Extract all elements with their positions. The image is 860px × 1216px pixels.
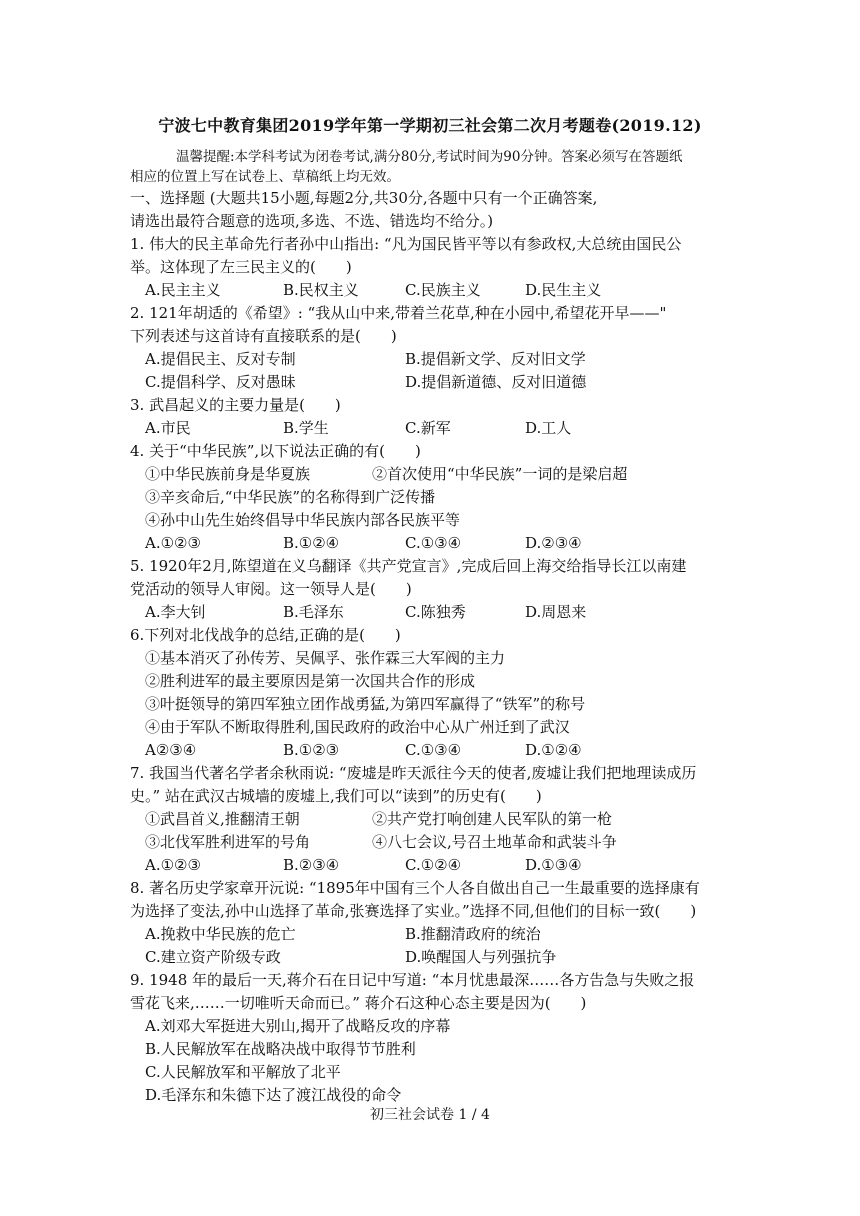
question-1-stem: 1. 伟大的民主革命先行者孙中山指出: “凡为国民皆平等以有参政权,大总统由国民公 — [130, 235, 682, 253]
question-7-option-b: B.②③④ — [283, 856, 340, 874]
question-4-stem: 4. 关于“中华民族”,以下说法正确的有( ) — [130, 442, 421, 460]
question-8-option-d: D.唤醒国人与列强抗争 — [405, 948, 557, 966]
question-4-item: ③辛亥命后,“中华民族”的名称得到广泛传播 — [145, 488, 436, 506]
question-9-option-c: C.人民解放军和平解放了北平 — [145, 1063, 341, 1081]
question-8-stem: 为选择了变法,孙中山选择了革命,张赛选择了实业。”选择不同,但他们的目标一致( ) — [130, 902, 697, 920]
question-6-option-d: D.①②④ — [525, 741, 582, 759]
question-8-option-c: C.建立资产阶级专政 — [145, 948, 281, 966]
question-4-item: ①中华民族前身是华夏族 — [145, 465, 311, 483]
question-3-stem: 3. 武昌起义的主要力量是( ) — [130, 396, 341, 414]
question-7-stem: 7. 我国当代著名学者余秋雨说: “废墟是昨天派往今天的使者,废墟让我们把地理读成历 — [130, 764, 697, 782]
question-6-stem: 6.下列对北伐战争的总结,正确的是( ) — [130, 626, 401, 644]
question-6-item: ①基本消灭了孙传芳、吴佩孚、张作霖三大军阀的主力 — [145, 649, 506, 667]
question-2-option-d: D.提倡新道德、反对旧道德 — [405, 373, 587, 391]
question-7-option-a: A.①②③ — [145, 856, 201, 874]
question-7-stem: 史。” 站在武汉古城墙的废墟上,我们可以“读到”的历史有( ) — [130, 787, 542, 805]
question-2-stem: 下列表述与这首诗有直接联系的是( ) — [130, 327, 397, 345]
question-9-stem: 9. 1948 年的最后一天,蒋介石在日记中写道: “本月忧患最深……各方告急与失败之报 — [130, 971, 695, 989]
question-9-stem: 雪花飞来,……一切唯听天命而已。” 蒋介石这种心态主要是因为( ) — [130, 994, 587, 1012]
question-1-option-a: A.民主主义 — [145, 281, 221, 299]
question-2-option-b: B.提倡新文学、反对旧文学 — [405, 350, 586, 368]
question-3-option-d: D.工人 — [525, 419, 572, 437]
question-2-option-a: A.提倡民主、反对专制 — [145, 350, 296, 368]
question-9-option-a: A.刘邓大军挺进大别山,揭开了战略反攻的序幕 — [145, 1017, 451, 1035]
notice-line-1: 温馨提醒:本学科考试为闭卷考试,满分80分,考试时间为90分钟。答案必须写在答题纸 — [176, 149, 683, 165]
question-5-option-c: C.陈独秀 — [405, 603, 466, 621]
question-4-option-c: C.①③④ — [405, 534, 462, 552]
question-6-item: ③叶挺领导的第四军独立团作战勇猛,为第四军赢得了“铁军”的称号 — [145, 695, 586, 713]
question-8-stem: 8. 著名历史学家章开沅说: “1895年中国有三个人各自做出自己一生最重要的选择康有 — [130, 879, 700, 897]
question-7-item: ③北伐军胜利进军的号角 — [145, 833, 311, 851]
question-7-option-c: C.①②④ — [405, 856, 462, 874]
question-7-item: ①武昌首义,推翻清王朝 — [145, 810, 300, 828]
question-8-option-b: B.推翻清政府的统治 — [405, 925, 541, 943]
question-9-option-b: B.人民解放军在战略决战中取得节节胜利 — [145, 1040, 416, 1058]
question-2-stem: 2. 121年胡适的《希望》: “我从山中来,带着兰花草,种在小园中,希望花开早——" — [130, 304, 667, 322]
question-1-option-d: D.民生主义 — [525, 281, 602, 299]
question-8-option-a: A.挽救中华民族的危亡 — [145, 925, 296, 943]
section-instructions: 请选出最符合题意的选项,多选、不选、错选均不给分。) — [130, 212, 494, 230]
question-1-option-b: B.民权主义 — [283, 281, 359, 299]
question-9-option-d: D.毛泽东和朱德下达了渡江战役的命令 — [145, 1086, 402, 1104]
question-5-option-a: A.李大钊 — [145, 603, 206, 621]
question-6-option-c: C.①③④ — [405, 741, 462, 759]
notice-line-2: 相应的位置上写在试卷上、草稿纸上均无效。 — [130, 169, 400, 185]
page-footer: 初三社会试卷 1 / 4 — [370, 1107, 490, 1123]
question-7-item: ④八七会议,号召土地革命和武装斗争 — [372, 833, 617, 851]
question-6-item: ④由于军队不断取得胜利,国民政府的政治中心从广州迁到了武汉 — [145, 718, 570, 736]
question-6-option-b: B.①②③ — [283, 741, 340, 759]
question-1-option-c: C.民族主义 — [405, 281, 481, 299]
question-1-stem: 举。这体现了左三民主义的( ) — [130, 258, 352, 276]
question-3-option-a: A.市民 — [145, 419, 191, 437]
question-3-option-b: B.学生 — [283, 419, 329, 437]
question-4-option-a: A.①②③ — [145, 534, 201, 552]
question-7-item: ②共产党打响创建人民军队的第一枪 — [372, 810, 613, 828]
question-5-option-b: B.毛泽东 — [283, 603, 344, 621]
question-5-stem: 党活动的领导人审阅。这一领导人是( ) — [130, 580, 412, 598]
question-6-option-a: A②③④ — [145, 741, 197, 759]
question-4-option-d: D.②③④ — [525, 534, 582, 552]
question-4-option-b: B.①②④ — [283, 534, 340, 552]
section-heading: 一、选择题 (大题共15小题,每题2分,共30分,各题中只有一个正确答案, — [130, 189, 598, 207]
question-2-option-c: C.提倡科学、反对愚昧 — [145, 373, 296, 391]
question-6-item: ②胜利进军的最主要原因是第一次国共合作的形成 — [145, 672, 476, 690]
question-5-stem: 5. 1920年2月,陈望道在义乌翻译《共产党宣言》,完成后回上海交给指导长江以南建 — [130, 557, 687, 575]
question-3-option-c: C.新军 — [405, 419, 451, 437]
question-5-option-d: D.周恩来 — [525, 603, 587, 621]
question-7-option-d: D.①③④ — [525, 856, 582, 874]
question-4-item: ④孙中山先生始终倡导中华民族内部各民族平等 — [145, 511, 461, 529]
question-4-item: ②首次使用“中华民族”一词的是梁启超 — [372, 465, 628, 483]
exam-title: 宁波七中教育集团2019学年第一学期初三社会第二次月考题卷(2019.12) — [158, 116, 702, 135]
